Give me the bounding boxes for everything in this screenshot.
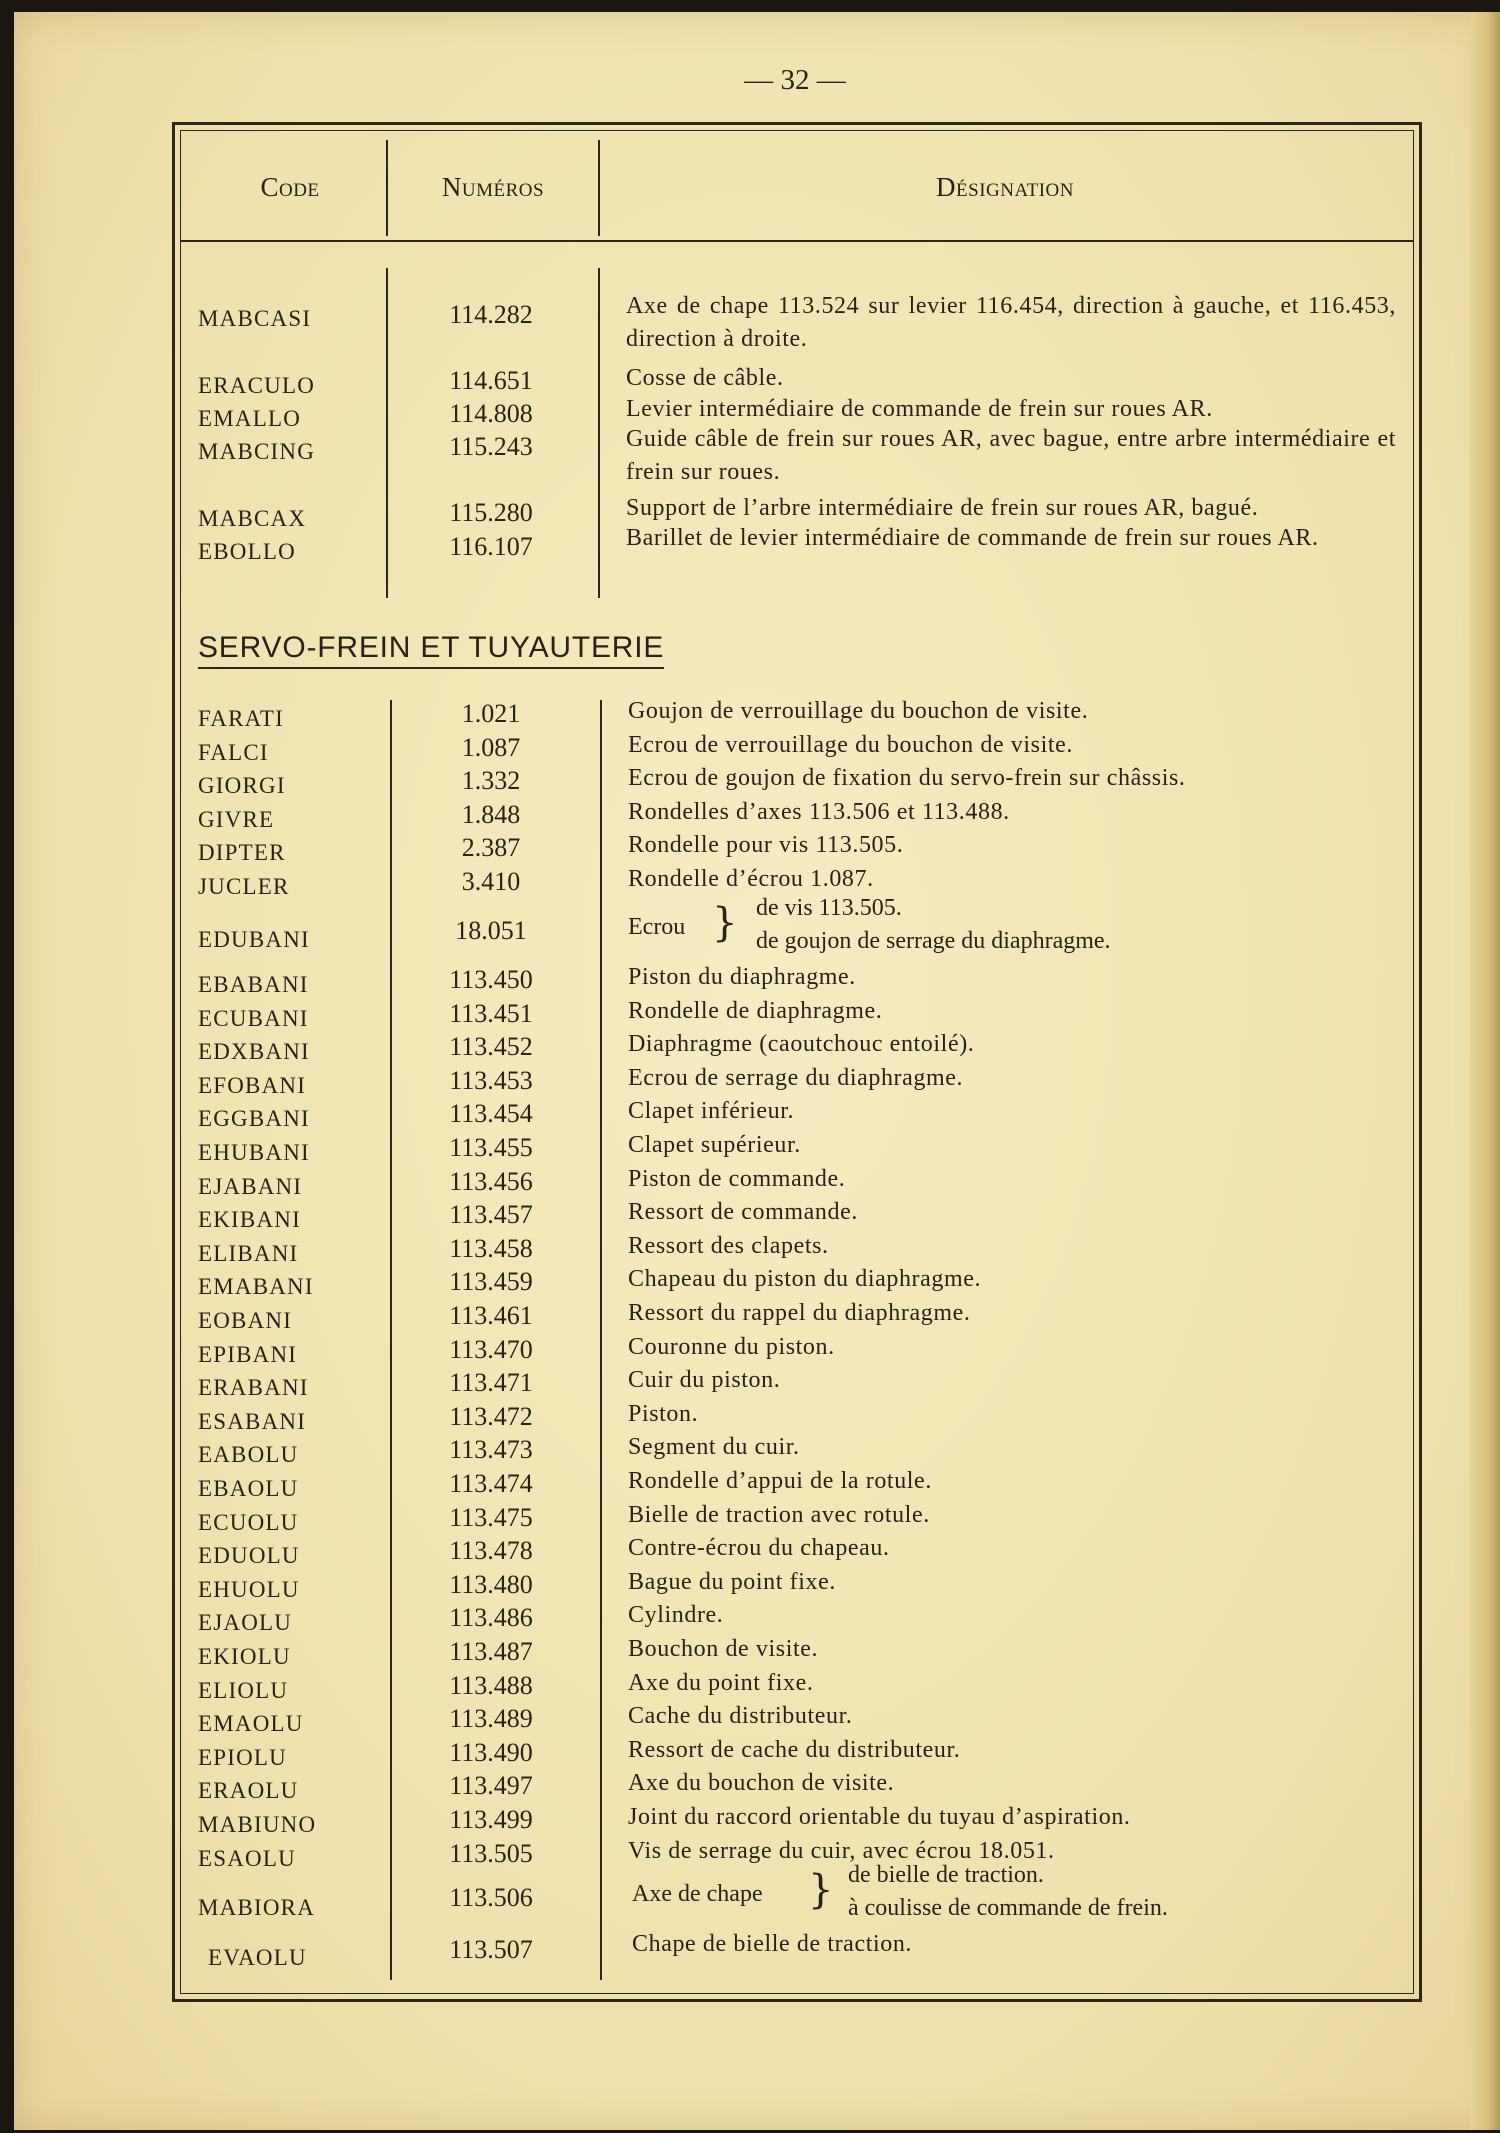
row-code: EOBANI	[198, 1308, 293, 1333]
book-spine	[1470, 12, 1500, 2130]
row-designation-text: Axe de chape 113.524 sur levier 116.454, direction à gauche, et 116.453, direction à droite.	[626, 293, 1396, 352]
row-code: EHUBANI	[198, 1140, 310, 1165]
row-designation: Cosse de câble.	[626, 365, 784, 391]
row-code: EBABANI	[198, 972, 309, 997]
brace-line: de vis 113.505.	[756, 895, 902, 921]
row-designation	[626, 290, 1396, 356]
row-designation: Rondelle de diaphragme.	[628, 997, 883, 1024]
brace-line: de goujon de serrage du diaphragme.	[756, 928, 1111, 954]
row-number: 113.450	[449, 965, 533, 994]
row-code: EGGBANI	[198, 1106, 310, 1132]
row-code: EDUOLU	[198, 1543, 300, 1569]
row-code: MABCAX	[198, 506, 307, 531]
row-code: EDXBANI	[198, 1039, 310, 1065]
row-code: EBAOLU	[198, 1476, 299, 1501]
row-designation: Ecrou de verrouillage du bouchon de visite.	[628, 731, 1074, 758]
row-designation: Clapet supérieur.	[628, 1132, 801, 1158]
row-number: 113.506	[449, 1883, 533, 1912]
row-code: ELIOLU	[198, 1677, 289, 1703]
row-code: EJAOLU	[198, 1610, 293, 1636]
row-code: ESAOLU	[198, 1845, 296, 1871]
row-designation: Chapeau du piston du diaphragme.	[628, 1266, 982, 1293]
row-designation: Cache du distributeur.	[628, 1703, 853, 1730]
row-code: EJABANI	[198, 1173, 303, 1199]
row-code: ERAOLU	[198, 1778, 299, 1804]
row-designation: Contre-écrou du chapeau.	[628, 1535, 890, 1562]
row-number: 113.489	[449, 1704, 533, 1734]
row-code: GIVRE	[198, 806, 275, 832]
brace-line: à coulisse de commande de frein.	[848, 1895, 1168, 1921]
row-code: EMALLO	[198, 406, 302, 431]
row-code: EVAOLU	[208, 1945, 307, 1970]
row-code: EABOLU	[198, 1442, 299, 1468]
row-number: 113.458	[449, 1233, 533, 1263]
row-designation: Cylindre.	[628, 1602, 724, 1629]
row-code: MABIUNO	[198, 1812, 317, 1837]
row-code: EBOLLO	[198, 539, 296, 564]
row-number: 113.486	[449, 1603, 533, 1633]
row-code: MABCING	[198, 439, 316, 464]
row-number: 113.488	[449, 1670, 533, 1700]
row-number: 113.505	[449, 1838, 533, 1868]
row-number: 113.507	[449, 1935, 533, 1964]
row-number: 113.473	[449, 1435, 533, 1465]
row-designation: Levier intermédiaire de commande de frein sur roues AR.	[626, 396, 1213, 422]
row-code: EDUBANI	[198, 927, 310, 952]
row-designation: Ecrou de serrage du diaphragme.	[628, 1064, 964, 1091]
row-designation: Axe du bouchon de visite.	[628, 1770, 895, 1797]
row-code: EMAOLU	[198, 1711, 304, 1737]
row-number: 113.455	[449, 1133, 533, 1162]
row-number: 113.497	[449, 1771, 533, 1801]
row-designation: Bielle de traction avec rotule.	[628, 1501, 930, 1528]
row-code: EHUOLU	[198, 1576, 300, 1602]
row-number: 113.457	[449, 1200, 533, 1230]
row-designation: Ressort de cache du distributeur.	[628, 1736, 961, 1763]
row-designation: Goujon de verrouillage du bouchon de visite.	[628, 698, 1089, 724]
row-number: 1.087	[461, 732, 521, 762]
group2-divider-2	[600, 700, 602, 1980]
row-number: 1.848	[461, 799, 521, 829]
row-code: EKIBANI	[198, 1207, 301, 1233]
row-code: ERABANI	[198, 1375, 309, 1401]
brace-label: Ecrou	[628, 914, 686, 940]
brace-label: Axe de chape	[632, 1881, 763, 1907]
row-code: ESABANI	[198, 1408, 307, 1434]
row-number: 113.487	[449, 1637, 533, 1666]
row-designation: Axe du point fixe.	[628, 1669, 814, 1696]
row-number: 114.651	[449, 366, 533, 395]
row-designation: Clapet inférieur.	[628, 1098, 795, 1125]
row-designation: Rondelle pour vis 113.505.	[628, 832, 904, 859]
brace-line: de bielle de traction.	[848, 1862, 1044, 1888]
row-number: 113.490	[449, 1737, 533, 1767]
header-designation: Désignation	[936, 172, 1074, 202]
row-number: 114.808	[449, 399, 533, 428]
row-number: 115.243	[449, 432, 533, 461]
row-number: 113.471	[449, 1368, 533, 1398]
row-code: ELIBANI	[198, 1240, 299, 1266]
row-designation: Rondelle d’appui de la rotule.	[628, 1468, 932, 1494]
row-number: 113.461	[449, 1301, 533, 1330]
brace-symbol: }	[808, 1867, 834, 1913]
row-code: JUCLER	[198, 874, 290, 899]
row-designation: Rondelle d’écrou 1.087.	[628, 866, 874, 892]
row-code: EKIOLU	[198, 1644, 291, 1669]
row-code: GIORGI	[198, 773, 286, 799]
row-designation: Support de l’arbre intermédiaire de frein sur roues AR, bagué.	[626, 495, 1259, 521]
header-divider-1	[386, 140, 388, 236]
row-designation: Vis de serrage du cuir, avec écrou 18.051.	[628, 1837, 1055, 1864]
row-designation: Couronne du piston.	[628, 1333, 835, 1360]
page-number: — 32 —	[744, 64, 846, 96]
row-code: DIPTER	[198, 840, 286, 866]
row-designation: Rondelles d’axes 113.506 et 113.488.	[628, 798, 1010, 825]
row-number: 113.474	[449, 1469, 533, 1498]
row-designation: Ecrou de goujon de fixation du servo-frein sur châssis.	[628, 765, 1186, 792]
row-designation: Barillet de levier intermédiaire de commande de frein sur roues AR.	[626, 525, 1319, 551]
row-designation: Chape de bielle de traction.	[632, 1931, 913, 1957]
row-number: 1.021	[461, 699, 521, 728]
section-title: SERVO-FREIN ET TUYAUTERIE	[198, 633, 664, 669]
row-designation: Joint du raccord orientable du tuyau d’aspiration.	[628, 1804, 1131, 1830]
row-designation: Bague du point fixe.	[628, 1568, 836, 1595]
row-number: 113.453	[449, 1065, 533, 1095]
brace-symbol: }	[712, 900, 738, 946]
row-number: 116.107	[449, 532, 533, 561]
row-number: 113.451	[449, 998, 533, 1028]
row-code: EPIBANI	[198, 1341, 298, 1367]
row-code: FALCI	[198, 739, 269, 765]
row-designation: Bouchon de visite.	[628, 1636, 819, 1662]
row-code: MABIORA	[198, 1895, 316, 1920]
row-code: EPIOLU	[198, 1744, 287, 1770]
row-designation: Cuir du piston.	[628, 1367, 781, 1394]
row-number: 113.472	[449, 1401, 533, 1431]
row-code: ECUBANI	[198, 1005, 309, 1031]
row-code: EMABANI	[198, 1274, 314, 1300]
header-code: Code	[260, 172, 320, 202]
row-designation: Ressort des clapets.	[628, 1232, 829, 1259]
row-number: 115.280	[449, 498, 533, 527]
row-number: 113.478	[449, 1536, 533, 1566]
row-code: ERACULO	[198, 373, 316, 398]
row-number: 113.499	[449, 1805, 533, 1834]
row-number: 113.459	[449, 1267, 533, 1297]
row-number: 1.332	[461, 766, 521, 796]
row-number: 113.480	[449, 1569, 533, 1599]
header-rule	[180, 240, 1414, 242]
row-number: 114.282	[449, 300, 533, 329]
row-number: 113.452	[449, 1032, 533, 1062]
row-code: ECUOLU	[198, 1509, 299, 1535]
row-designation: Segment du cuir.	[628, 1434, 800, 1461]
row-designation: Piston du diaphragme.	[628, 964, 856, 990]
row-number: 113.475	[449, 1502, 533, 1532]
row-designation: Ressort du rappel du diaphragme.	[628, 1300, 971, 1326]
header-numeros: Numéros	[441, 172, 545, 202]
row-code: FARATI	[198, 706, 285, 731]
row-number: 113.456	[449, 1166, 533, 1196]
row-designation: Diaphragme (caoutchouc entoilé).	[628, 1031, 975, 1058]
row-designation: Guide câble de frein sur roues AR, avec bague, entre arbre intermédiaire et frein sur roues.	[626, 426, 1396, 485]
row-number: 113.470	[449, 1334, 533, 1364]
row-designation: Ressort de commande.	[628, 1199, 858, 1226]
group1-divider-2	[598, 268, 600, 598]
row-designation: Piston.	[628, 1400, 699, 1427]
group1-divider-1	[386, 268, 388, 598]
row-number: 18.051	[455, 916, 527, 945]
row-number: 113.454	[449, 1099, 533, 1129]
row-designation: Piston de commande.	[628, 1165, 846, 1192]
row-code: EFOBANI	[198, 1072, 307, 1098]
row-code: MABCASI	[198, 306, 312, 331]
row-number: 3.410	[461, 867, 521, 896]
row-number: 2.387	[461, 833, 521, 863]
